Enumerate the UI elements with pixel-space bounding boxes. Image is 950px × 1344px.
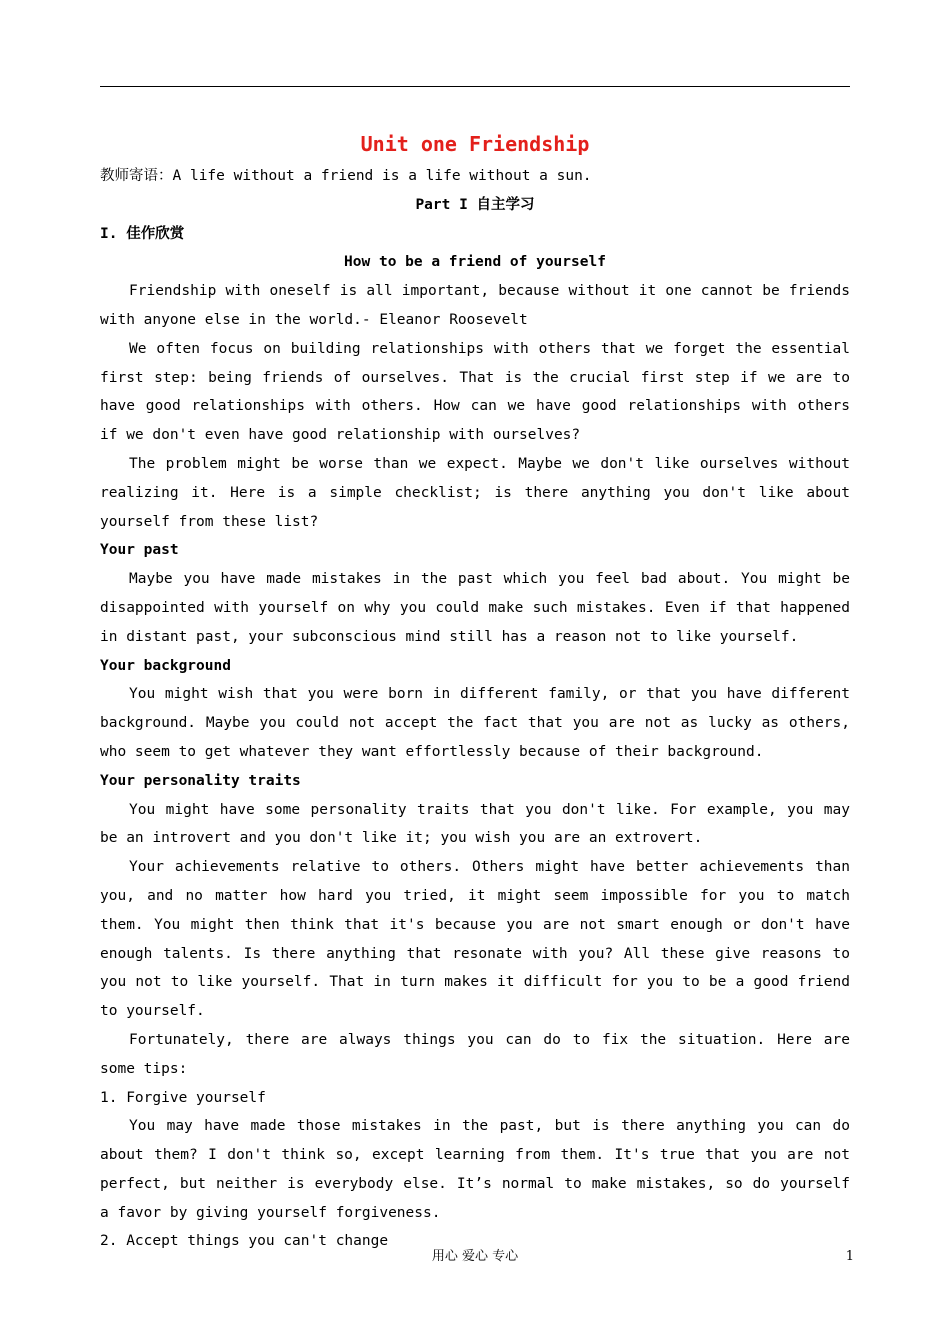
section-heading: I. 佳作欣赏 bbox=[100, 225, 185, 242]
paragraph-problem: The problem might be worse than we expect. Maybe we don't like ourselves without realizing it. Here is a simple checklist; is there anything you don't like about yourself from these list? bbox=[100, 455, 850, 530]
header-rule bbox=[100, 86, 850, 87]
paragraph-quote: Friendship with oneself is all important, because without it one cannot be friends with anyone else in the world.- Eleanor Roosevelt bbox=[100, 283, 850, 328]
footer-slogan: 用心 爱心 专心 bbox=[431, 1249, 519, 1264]
page-number: 1 bbox=[845, 1249, 854, 1264]
paragraph-intro: We often focus on building relationships with others that we forget the essential first step: being friends of ourselves. That is the crucial first step if we are to have good relationships with others. How can we have good relationships with others if we don't even have good relationship with ourselves? bbox=[100, 340, 850, 444]
teacher-motto: 教师寄语：A life without a friend is a life without a sun. bbox=[100, 168, 592, 184]
tip-forgive-yourself: 1. Forgive yourself bbox=[100, 1089, 266, 1106]
part-heading: Part I 自主学习 bbox=[415, 196, 535, 213]
paragraph-forgive: You may have made those mistakes in the past, but is there anything you can do about them? I don't think so, except learning from them. It's true that you are not perfect, but neither is everybody else. It’s normal to make mistakes, so do yourself a favor by giving yourself forgiveness. bbox=[100, 1118, 850, 1221]
article-title: How to be a friend of yourself bbox=[344, 254, 606, 271]
subheading-background: Your background bbox=[100, 657, 231, 674]
paragraph-background: You might wish that you were born in different family, or that you have different background. Maybe you could not accept the fact that you are not as lucky as others, who seem to get whatever they want effortlessly because of their background. bbox=[100, 686, 850, 760]
document-title: Unit one Friendship bbox=[360, 132, 590, 156]
subheading-past: Your past bbox=[100, 542, 179, 559]
subheading-personality-traits: Your personality traits bbox=[100, 772, 301, 789]
paragraph-traits: You might have some personality traits that you don't like. For example, you may be an introvert and you don't like it; you wish you are an extrovert. bbox=[100, 801, 850, 847]
paragraph-past: Maybe you have made mistakes in the past which you feel bad about. You might be disappointed with yourself on why you could make such mistakes. Even if that happened in distant past, your subconscious mind still has a reason not to like yourself. bbox=[100, 571, 850, 645]
tip-accept-things: 2. Accept things you can't change bbox=[100, 1233, 389, 1250]
paragraph-achievements: Your achievements relative to others. Others might have better achievements than you, and no matter how hard you tried, it might seem impossible for you to match them. You might then think that it's because you are not smart enough or don't have enough talents. Is there anything that resonate with you? All these give reasons to you not to like yourself. That in turn makes it difficult for you to be a good friend to yourself. bbox=[100, 859, 850, 1020]
document-body bbox=[100, 128, 850, 1256]
paragraph-fortunately: Fortunately, there are always things you can do to fix the situation. Here are some tips: bbox=[100, 1031, 850, 1077]
